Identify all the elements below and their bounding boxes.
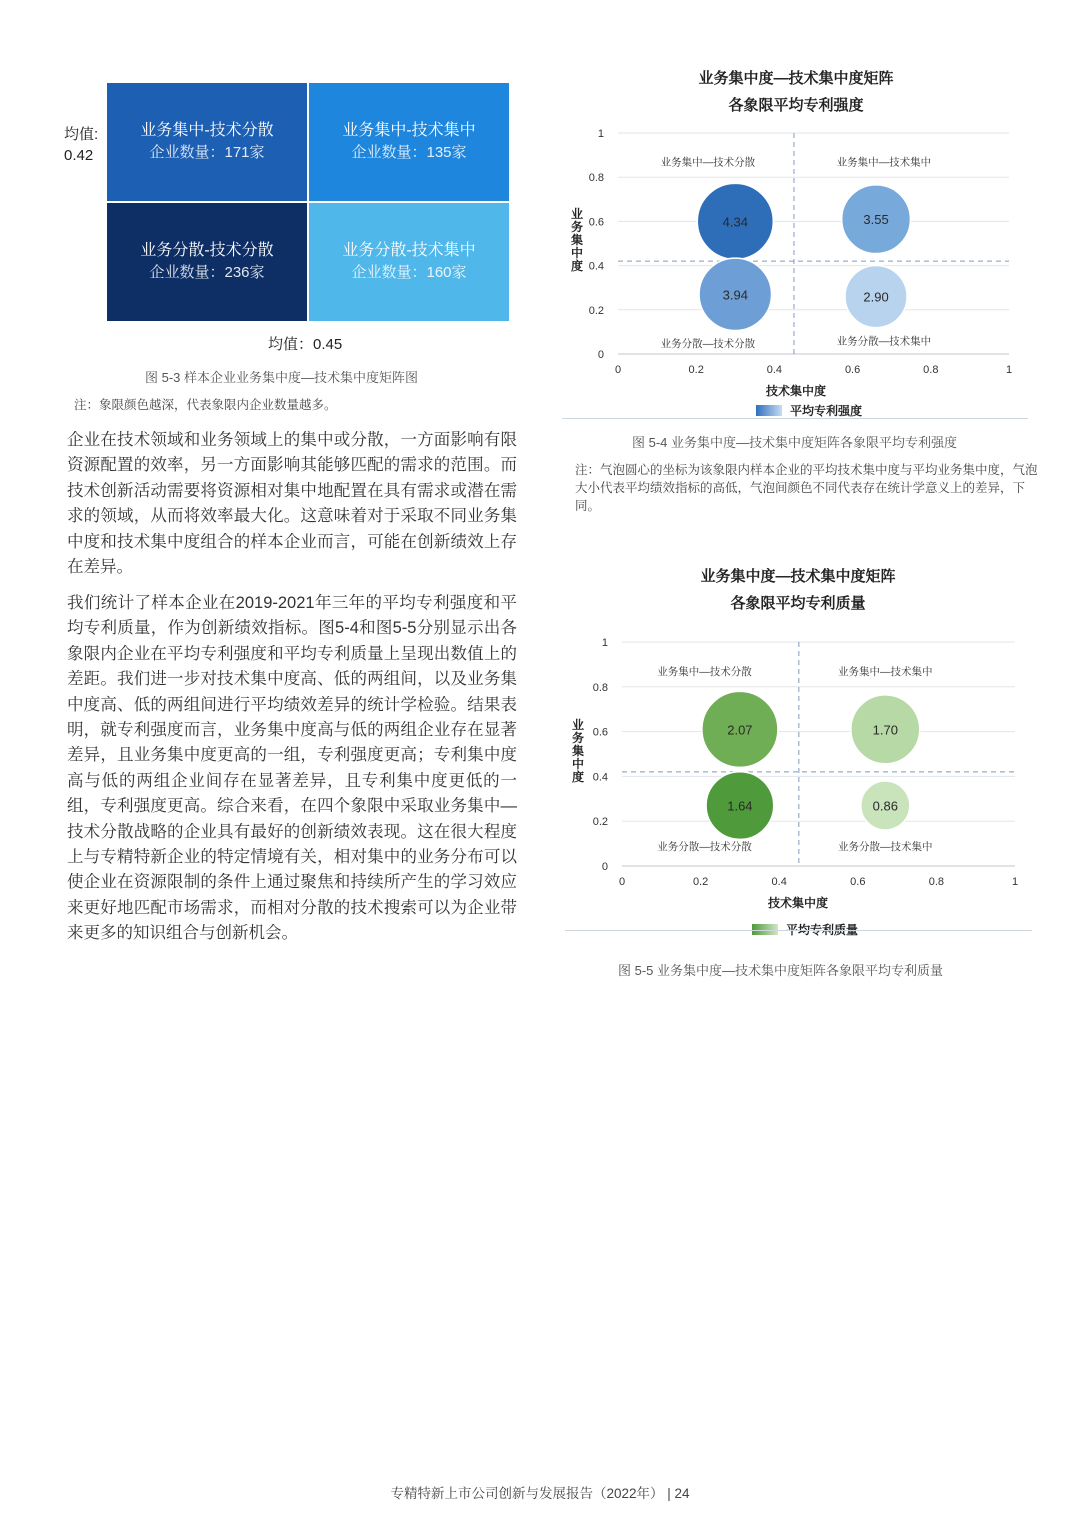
bubble-label: 1.70	[872, 722, 898, 738]
legend-swatch	[756, 405, 782, 416]
matrix-note: 注：象限颜色越深，代表象限内企业数量越多。	[74, 398, 337, 412]
body-paragraph-2: 我们统计了样本企业在2019-2021年三年的平均专利强度和平均专利质量，作为创新绩效指标。图5-4和图5-5分别显示出各象限内企业在平均专利强度和平均专利质量上呈现出数值上的差距。我们进一步对技术集中度高、低的两组间，以及业务集中度高、低的两组间进行平均绩效差异的统计学检验。结果表明，就专利强度而言，业务集中度高与低的两组企业存在显著差异，且业务集中度更高的一组，专利强度更高；专利集中度高与低的两组企业间存在显著差异，且专利集中度更低的一组，专利强度更高。综合来看，在四个象限中采取业务集中—技术分散战略的企业具有最好的创新绩效表现。这在很大程度上与专精特新企业的特定情境有关，相对集中的业务分布可以使企业在资源限制的条件上通过聚焦和持续所产生的学习效应来更好地匹配市场需求，而相对分散的技术搜索可以为企业带来更多的知识组合与创新机会。	[67, 594, 517, 943]
y-tick-label: 0.8	[592, 681, 608, 694]
chart-subtitle: 各象限平均专利质量	[730, 595, 866, 612]
quadrant-label: 业务分散—技术分散	[660, 337, 756, 350]
chart-1-caption: 图 5-4 业务集中度—技术集中度矩阵各象限平均专利强度	[632, 435, 958, 450]
x-tick-label: 0.8	[928, 876, 945, 888]
matrix-cell-title: 业务分散-技术集中	[342, 242, 476, 259]
y-axis-label: 业务集中度	[570, 207, 584, 273]
y-tick-label: 0.6	[592, 726, 608, 739]
x-tick-label: 0	[614, 364, 622, 376]
matrix-caption: 图 5-3 样本企业业务集中度—技术集中度矩阵图	[145, 370, 419, 385]
page-footer: 专精特新上市公司创新与发展报告（2022年） | 24	[390, 1486, 690, 1501]
matrix-cell-title: 业务集中-技术分散	[140, 122, 274, 139]
y-tick-label: 1	[597, 128, 604, 140]
bubble-label: 4.34	[722, 214, 748, 230]
x-tick-label: 0.4	[766, 364, 783, 376]
matrix-cell-top-left	[107, 83, 307, 201]
matrix-cell-title: 业务分散-技术分散	[140, 242, 274, 259]
chart-title: 业务集中度—技术集中度矩阵	[698, 70, 894, 87]
y-tick-label: 0	[601, 861, 608, 873]
quadrant-label: 业务分散—技术集中	[838, 840, 933, 853]
bubble-label: 2.07	[727, 722, 753, 738]
x-tick-label: 1	[1005, 364, 1013, 376]
y-tick-label: 0	[597, 349, 604, 361]
quadrant-label: 业务集中—技术分散	[657, 666, 752, 679]
y-tick-label: 0.8	[588, 172, 604, 185]
matrix-y-mean-divider	[107, 201, 509, 203]
legend-label: 平均专利质量	[786, 923, 859, 937]
bubble-label: 2.90	[863, 289, 889, 305]
matrix-y-mean-value: 0.42	[64, 147, 94, 164]
y-tick-label: 0.4	[592, 771, 608, 784]
quadrant-label: 业务分散—技术分散	[657, 840, 752, 853]
y-tick-label: 1	[601, 637, 608, 649]
chart-subtitle: 各象限平均专利强度	[728, 97, 864, 114]
x-tick-label: 0.8	[923, 364, 939, 376]
y-tick-label: 0.2	[588, 304, 604, 317]
matrix-cell-bottom-left	[107, 203, 307, 321]
matrix-cell-count: 企业数量：160家	[351, 264, 467, 281]
matrix-cell-count: 企业数量：236家	[149, 264, 265, 281]
x-tick-label: 0.2	[688, 364, 704, 376]
chart-2-separator	[565, 930, 1032, 931]
bubble-label: 0.86	[872, 798, 898, 814]
x-tick-label: 0.2	[692, 876, 709, 888]
concentration-matrix	[107, 83, 509, 321]
y-axis-label: 业务集中度	[571, 718, 585, 784]
matrix-cell-title: 业务集中-技术集中	[342, 122, 476, 139]
chart-patent-quality	[560, 560, 1040, 940]
chart-patent-intensity	[560, 60, 1040, 420]
matrix-cell-top-right	[309, 83, 509, 201]
chart-2-caption: 图 5-5 业务集中度—技术集中度矩阵各象限平均专利质量	[618, 963, 944, 978]
legend-label: 平均专利强度	[790, 404, 863, 418]
body-paragraph-1: 企业在技术领域和业务领域上的集中或分散，一方面影响有限资源配置的效率，另一方面影响其能够匹配的需求的范围。而技术创新活动需要将资源相对集中地配置在具有需求或潜在需求的领域，从而将效率最大化。这意味着对于采取不同业务集中度和技术集中度组合的样本企业而言，可能在创新绩效上存在差异。	[67, 431, 517, 577]
chart-patent-intensity-svg	[560, 60, 1040, 420]
x-tick-label: 1	[1011, 876, 1019, 888]
x-tick-label: 0.6	[844, 364, 861, 376]
x-tick-label: 0.6	[850, 876, 866, 888]
x-tick-label: 0	[618, 876, 626, 888]
bubble-label: 3.94	[722, 287, 748, 303]
quadrant-label: 业务集中—技术分散	[660, 156, 756, 169]
y-tick-label: 0.4	[588, 260, 604, 273]
quadrant-label: 业务集中—技术集中	[838, 666, 933, 679]
matrix-y-mean-label: 均值:	[64, 126, 99, 143]
bubble-label: 3.55	[863, 212, 889, 228]
matrix-cell-count: 企业数量：135家	[351, 144, 467, 161]
y-tick-label: 0.2	[592, 816, 608, 829]
y-tick-label: 0.6	[588, 216, 604, 229]
chart-1-separator	[562, 418, 1028, 419]
matrix-cell-count: 企业数量：171家	[149, 144, 265, 161]
bubble-label: 1.64	[727, 798, 753, 814]
x-axis-label: 技术集中度	[767, 896, 829, 910]
chart-1-note: 注：气泡圆心的坐标为该象限内样本企业的平均技术集中度与平均业务集中度，气泡大小代表平均绩效指标的高低，气泡间颜色不同代表存在统计学意义上的差异，下同。	[575, 463, 1038, 513]
x-tick-label: 0.4	[771, 876, 787, 888]
quadrant-label: 业务分散—技术集中	[836, 335, 932, 348]
matrix-x-mean: 均值：0.45	[268, 336, 343, 353]
quadrant-label: 业务集中—技术集中	[836, 156, 932, 169]
x-axis-label: 技术集中度	[765, 384, 827, 398]
chart-title: 业务集中度—技术集中度矩阵	[700, 568, 896, 585]
matrix-cell-bottom-right	[309, 203, 509, 321]
chart-patent-quality-svg	[560, 560, 1040, 940]
